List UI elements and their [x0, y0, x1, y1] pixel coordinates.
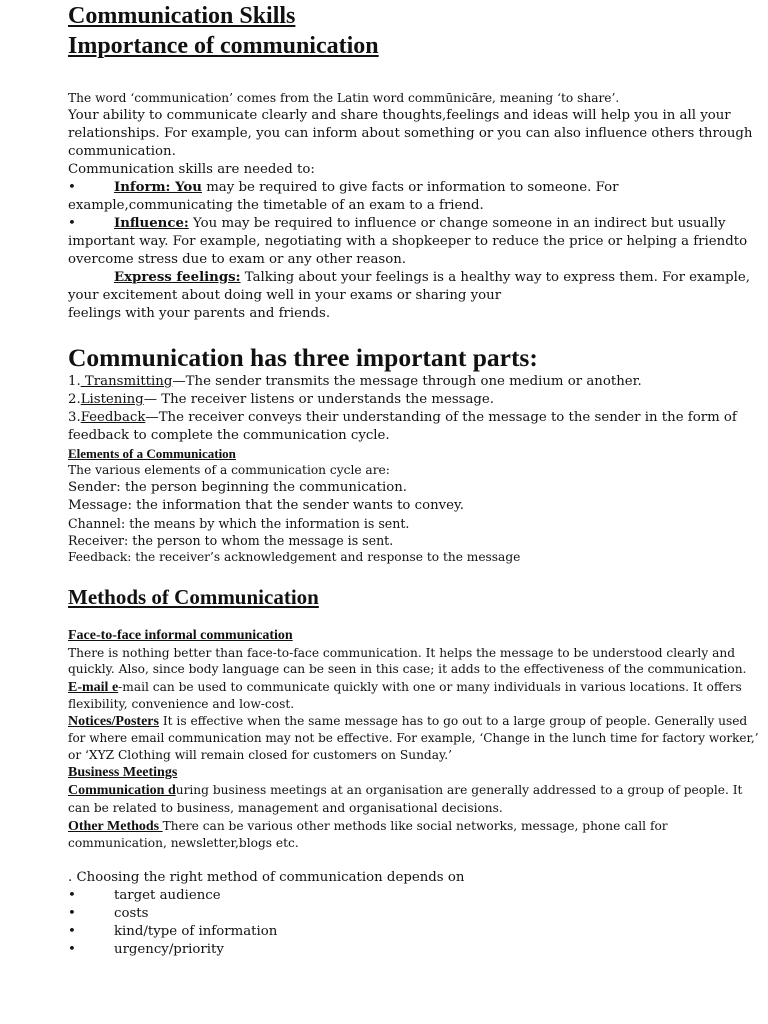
- bullet-glyph: •: [68, 216, 76, 231]
- part-item: 1. Transmitting—The sender transmits the message through one medium or another.: [68, 374, 642, 389]
- needed-line: Communication skills are needed to:: [68, 162, 315, 177]
- email-line: E-mail e-mail can be used to communicate quickly with one or many individuals in various locations. It offers: [68, 680, 742, 695]
- email-continuation: flexibility, convenience and low-cost.: [68, 697, 295, 711]
- document-title: Communication Skills: [68, 3, 296, 29]
- need-text: Talking about your feelings is a healthy way to express them. For example,: [240, 270, 750, 285]
- need-text: You may be required to influence or change someone in an indirect but usually: [188, 216, 726, 231]
- bullet-glyph: •: [68, 888, 76, 903]
- need-continuation: feelings with your parents and friends.: [68, 306, 331, 321]
- intro-line: The word ‘communication’ comes from the Latin word commūnicāre, meaning ‘to share’.: [68, 91, 620, 105]
- document-subtitle: Importance of communication: [68, 33, 379, 59]
- notices-continuation: for where email communication may not be effective. For example, ‘Change in the lunch time for factory worker,’: [68, 731, 759, 745]
- elements-line: The various elements of a communication cycle are:: [68, 463, 390, 477]
- intro-line: communication.: [68, 144, 176, 159]
- intro-line: relationships. For example, you can inform about something or you can also influence others through: [68, 126, 753, 141]
- part-continuation: feedback to complete the communication cycle.: [68, 428, 390, 443]
- bullet-glyph: •: [68, 924, 76, 939]
- bullet-glyph: •: [68, 942, 76, 957]
- need-term: Influence:: [114, 216, 189, 231]
- meetings-line: Communication during business meetings at an organisation are generally addressed to a group of people. It: [68, 783, 743, 798]
- need-continuation: overcome stress due to exam or any other reason.: [68, 252, 406, 267]
- elements-line: Message: the information that the sender wants to convey.: [68, 498, 465, 513]
- methods-heading: Methods of Communication: [68, 585, 319, 609]
- need-term: Inform: You: [114, 180, 202, 195]
- meetings-term: Communication d: [68, 783, 176, 798]
- face-heading: Face-to-face informal communication: [68, 628, 293, 643]
- part-item: 2.Listening— The receiver listens or understands the message.: [68, 392, 495, 407]
- notices-continuation: or ‘XYZ Clothing will remain closed for customers on Sunday.’: [68, 748, 453, 762]
- elements-line: Receiver: the person to whom the message is sent.: [68, 533, 394, 548]
- choosing-intro: . Choosing the right method of communication depends on: [68, 870, 465, 885]
- need-term: Express feelings:: [114, 270, 241, 285]
- part-term: Feedback: [80, 410, 146, 425]
- part-term: Transmitting: [80, 374, 173, 389]
- bullet-glyph: •: [68, 180, 76, 195]
- other-term: Other Methods: [68, 819, 163, 834]
- face-line: quickly. Also, since body language can be seen in this case; it adds to the effectiveness of the communication.: [68, 662, 747, 676]
- part-item: 3.Feedback—The receiver conveys their understanding of the message to the sender in the form of: [68, 410, 737, 425]
- meetings-heading: Business Meetings: [68, 765, 178, 780]
- other-continuation: communication, newsletter,blogs etc.: [68, 836, 299, 850]
- notices-term: Notices/Posters: [68, 714, 159, 729]
- need-continuation: your excitement about doing well in your exams or sharing your: [68, 288, 502, 303]
- face-line: There is nothing better than face-to-face communication. It helps the message to be understood clearly and: [68, 646, 735, 660]
- elements-line: Sender: the person beginning the communication.: [68, 480, 407, 495]
- email-term: E-mail e: [68, 680, 119, 695]
- need-text: may be required to give facts or information to someone. For: [201, 180, 619, 195]
- bullet-glyph: •: [68, 906, 76, 921]
- part-term: Listening: [80, 392, 144, 407]
- need-continuation: important way. For example, negotiating with a shopkeeper to reduce the price or helping a friendto: [68, 234, 748, 249]
- elements-line: Channel: the means by which the information is sent.: [68, 516, 410, 531]
- elements-heading: Elements of a Communication: [68, 446, 236, 461]
- intro-line: Your ability to communicate clearly and share thoughts,feelings and ideas will help you in all your: [68, 108, 731, 123]
- meetings-continuation: can be related to business, management and organisational decisions.: [68, 801, 503, 815]
- parts-heading: Communication has three important parts:: [68, 343, 538, 372]
- need-continuation: example,communicating the timetable of an exam to a friend.: [68, 198, 484, 213]
- other-line: Other Methods There can be various other methods like social networks, message, phone call for: [68, 819, 668, 834]
- elements-line: Feedback: the receiver’s acknowledgement and response to the message: [68, 550, 521, 564]
- notices-line: Notices/Posters It is effective when the same message has to go out to a large group of people. Generally used: [68, 714, 748, 729]
